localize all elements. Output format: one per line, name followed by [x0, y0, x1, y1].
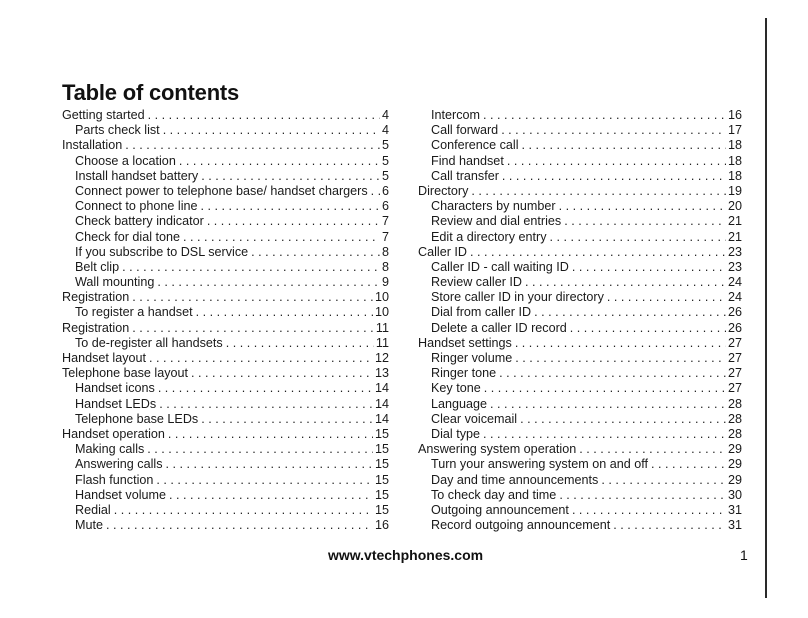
- toc-entry-title: Choose a location: [75, 153, 176, 168]
- toc-entry-page: 5: [381, 168, 389, 183]
- toc-entry-page: 27: [727, 381, 742, 396]
- toc-entry-title: Ringer tone: [431, 366, 497, 381]
- toc-entry[interactable]: [62, 473, 389, 488]
- toc-entry-page: 23: [727, 259, 742, 274]
- dot-leader: [119, 260, 380, 275]
- toc-entry[interactable]: [418, 381, 742, 396]
- toc-entry[interactable]: [62, 138, 389, 153]
- page-edge-rule: [765, 18, 767, 598]
- toc-entry-page: 14: [374, 381, 389, 396]
- toc-entry-title: If you subscribe to DSL service: [75, 244, 249, 259]
- toc-entry-page: 8: [381, 244, 389, 259]
- toc-entry-title: Answering system operation: [418, 442, 577, 457]
- toc-entry-title: Day and time announcements: [431, 472, 599, 487]
- toc-entry[interactable]: [418, 138, 742, 153]
- dot-leader: [129, 290, 373, 305]
- dot-leader: [496, 366, 726, 381]
- dot-leader: [129, 321, 374, 336]
- toc-entry[interactable]: [62, 442, 389, 457]
- toc-entry[interactable]: [418, 108, 742, 123]
- toc-entry-page: 31: [727, 518, 742, 533]
- toc-entry-title: Parts check list: [75, 123, 160, 138]
- toc-entry-page: 29: [727, 442, 742, 457]
- dot-leader: [556, 488, 726, 503]
- toc-entry-page: 5: [381, 138, 389, 153]
- dot-leader: [144, 442, 373, 457]
- toc-entry[interactable]: [62, 366, 389, 381]
- toc-entry[interactable]: [418, 305, 742, 320]
- toc-entry-page: 14: [374, 411, 389, 426]
- toc-entry-page: 19: [727, 183, 742, 198]
- toc-entry-title: Handset settings: [418, 335, 512, 350]
- dot-leader: [223, 336, 374, 351]
- dot-leader: [517, 412, 726, 427]
- dot-leader: [198, 199, 380, 214]
- toc-entry[interactable]: [62, 457, 389, 472]
- dot-leader: [248, 245, 380, 260]
- toc-entry[interactable]: [62, 199, 389, 214]
- dot-leader: [153, 473, 373, 488]
- toc-entry-page: 8: [381, 259, 389, 274]
- dot-leader: [519, 138, 726, 153]
- toc-entry[interactable]: [62, 427, 389, 442]
- toc-entry-page: 31: [727, 502, 742, 517]
- toc-entry[interactable]: [418, 397, 742, 412]
- toc-entry-page: 21: [727, 214, 742, 229]
- dot-leader: [561, 214, 726, 229]
- dot-leader: [155, 381, 373, 396]
- toc-entry[interactable]: [62, 397, 389, 412]
- toc-entry[interactable]: [62, 275, 389, 290]
- toc-entry[interactable]: [418, 366, 742, 381]
- toc-entry-title: Wall mounting: [75, 275, 155, 290]
- toc-entry-title: Intercom: [431, 108, 480, 122]
- dot-leader: [180, 230, 380, 245]
- toc-entry-title: Directory: [418, 183, 469, 198]
- dot-leader: [547, 230, 726, 245]
- toc-entry-title: Registration: [62, 320, 130, 335]
- toc-entry[interactable]: [62, 305, 389, 320]
- toc-entry-page: 4: [381, 123, 389, 138]
- dot-leader: [512, 336, 726, 351]
- toc-entry[interactable]: [418, 169, 742, 184]
- toc-entry-page: 27: [727, 366, 742, 381]
- toc-entry-title: Connect to phone line: [75, 199, 198, 214]
- toc-entry[interactable]: [62, 169, 389, 184]
- toc-entry-title: Call transfer: [431, 168, 499, 183]
- dot-leader: [166, 488, 373, 503]
- toc-entry[interactable]: [62, 260, 389, 275]
- toc-entry-title: Conference call: [431, 138, 519, 153]
- toc-entry[interactable]: [62, 154, 389, 169]
- toc-entry-page: 27: [727, 335, 742, 350]
- toc-entry[interactable]: [418, 199, 742, 214]
- toc-entry-page: 17: [727, 123, 742, 138]
- dot-leader: [531, 305, 726, 320]
- toc-entry-title: Outgoing announcement: [431, 502, 569, 517]
- toc-entry-title: Answering calls: [75, 457, 163, 472]
- dot-leader: [481, 381, 726, 396]
- toc-entry[interactable]: [418, 275, 742, 290]
- toc-entry-title: Review caller ID: [431, 275, 522, 290]
- dot-leader: [522, 275, 726, 290]
- toc-entry[interactable]: [62, 123, 389, 138]
- toc-entry[interactable]: [62, 290, 389, 305]
- footer-website-url[interactable]: www.vtechphones.com: [328, 547, 484, 563]
- dot-leader: [103, 518, 373, 533]
- toc-entry-title: Handset volume: [75, 487, 167, 502]
- dot-leader: [154, 275, 380, 290]
- toc-entry[interactable]: [62, 321, 389, 336]
- toc-entry-page: 24: [727, 275, 742, 290]
- toc-entry[interactable]: [418, 123, 742, 138]
- toc-entry[interactable]: [62, 351, 389, 366]
- dot-leader: [204, 214, 380, 229]
- toc-entry[interactable]: [418, 412, 742, 427]
- toc-entry[interactable]: [62, 381, 389, 396]
- toc-entry-title: Review and dial entries: [431, 214, 562, 229]
- toc-entry[interactable]: [418, 230, 742, 245]
- toc-entry-page: 10: [374, 290, 389, 305]
- toc-entry-page: 11: [375, 335, 389, 350]
- dot-leader: [487, 397, 726, 412]
- toc-entry-title: Install handset battery: [75, 168, 199, 183]
- toc-entry[interactable]: [418, 260, 742, 275]
- toc-entry-page: 20: [727, 199, 742, 214]
- toc-entry-page: 15: [374, 426, 389, 441]
- toc-entry-title: Dial type: [431, 426, 480, 441]
- toc-entry-page: 7: [381, 229, 389, 244]
- dot-leader: [504, 154, 726, 169]
- dot-leader: [498, 123, 726, 138]
- toc-entry-page: 29: [727, 457, 742, 472]
- toc-entry[interactable]: [62, 230, 389, 245]
- toc-entry[interactable]: [418, 442, 742, 457]
- toc-entry[interactable]: [62, 488, 389, 503]
- dot-leader: [569, 503, 726, 518]
- dot-leader: [648, 457, 726, 472]
- toc-entry-page: 5: [381, 153, 389, 168]
- toc-left-column: [62, 108, 389, 533]
- toc-entry[interactable]: [418, 184, 742, 199]
- toc-entry-title: Mute: [75, 518, 103, 533]
- dot-leader: [499, 169, 726, 184]
- toc-entry-page: 27: [727, 351, 742, 365]
- toc-entry[interactable]: [62, 184, 389, 199]
- toc-entry-title: Call forward: [431, 123, 499, 138]
- toc-entry[interactable]: [62, 245, 389, 260]
- dot-leader: [165, 427, 373, 442]
- toc-entry[interactable]: [62, 214, 389, 229]
- toc-entry-title: Caller ID: [418, 244, 467, 259]
- dot-leader: [480, 427, 726, 442]
- dot-leader: [188, 366, 373, 381]
- toc-entry-page: 18: [727, 168, 742, 183]
- toc-entry-page: 18: [727, 138, 742, 153]
- toc-entry[interactable]: [62, 108, 389, 123]
- dot-leader: [146, 351, 373, 366]
- toc-entry-page: 6: [381, 183, 389, 198]
- toc-entry-page: 14: [374, 396, 389, 411]
- toc-entry-page: 13: [374, 366, 389, 381]
- toc-entry-page: 29: [727, 472, 742, 487]
- dot-leader: [193, 305, 373, 320]
- dot-leader: [163, 457, 373, 472]
- toc-entry-page: 15: [374, 502, 389, 517]
- toc-entry-title: Check for dial tone: [75, 229, 181, 244]
- toc-entry-title: Store caller ID in your directory: [431, 290, 604, 305]
- toc-entry-title: Characters by number: [431, 199, 556, 214]
- toc-entry-title: Edit a directory entry: [431, 229, 547, 244]
- toc-entry-title: Dial from caller ID: [431, 305, 532, 320]
- toc-entry-page: 26: [727, 305, 742, 320]
- toc-entry-title: Handset layout: [62, 351, 147, 365]
- toc-entry-title: To de-register all handsets: [75, 335, 223, 350]
- dot-leader: [480, 108, 726, 123]
- toc-entry-title: Record outgoing announcement: [431, 518, 611, 533]
- dot-leader: [512, 351, 726, 366]
- toc-entry-page: 15: [374, 472, 389, 487]
- toc-entry-title: Ringer volume: [431, 351, 513, 365]
- toc-entry-title: Making calls: [75, 442, 145, 457]
- toc-entry-title: Check battery indicator: [75, 214, 204, 229]
- dot-leader: [111, 503, 373, 518]
- dot-leader: [467, 245, 726, 260]
- dot-leader: [598, 473, 726, 488]
- toc-entry-title: Caller ID - call waiting ID: [431, 259, 569, 274]
- toc-entry-page: 16: [374, 518, 389, 533]
- toc-entry-page: 15: [374, 487, 389, 502]
- toc-entry[interactable]: [418, 457, 742, 472]
- toc-entry[interactable]: [418, 290, 742, 305]
- dot-leader: [556, 199, 726, 214]
- dot-leader: [198, 169, 380, 184]
- toc-entry[interactable]: [418, 518, 742, 533]
- toc-entry-page: 12: [374, 351, 389, 365]
- toc-entry-page: 7: [381, 214, 389, 229]
- dot-leader: [160, 123, 380, 138]
- dot-leader: [610, 518, 726, 533]
- toc-entry-page: 30: [727, 487, 742, 502]
- dot-leader: [569, 260, 726, 275]
- toc-entry-title: Getting started: [62, 108, 145, 122]
- dot-leader: [604, 290, 726, 305]
- toc-entry-page: 28: [727, 396, 742, 411]
- toc-entry-title: Redial: [75, 502, 111, 517]
- toc-entry-page: 23: [727, 244, 742, 259]
- toc-entry[interactable]: [418, 351, 742, 366]
- dot-leader: [198, 412, 373, 427]
- toc-entry-title: To register a handset: [75, 305, 193, 320]
- toc-entry-page: 26: [727, 320, 742, 335]
- toc-entry-title: Installation: [62, 138, 123, 153]
- toc-entry-page: 9: [381, 275, 389, 290]
- toc-entry-page: 28: [727, 426, 742, 441]
- toc-entry[interactable]: [418, 321, 742, 336]
- page-title: Table of contents: [62, 80, 240, 105]
- toc-entry[interactable]: [418, 245, 742, 260]
- toc-entry-title: Belt clip: [75, 259, 120, 274]
- toc-entry[interactable]: [62, 412, 389, 427]
- dot-leader: [176, 154, 380, 169]
- toc-entry-title: Telephone base layout: [62, 366, 189, 381]
- toc-entry[interactable]: [418, 214, 742, 229]
- toc-entry-title: Turn your answering system on and off: [431, 457, 649, 472]
- toc-entry-title: Handset operation: [62, 426, 165, 441]
- toc-entry-page: 28: [727, 411, 742, 426]
- toc-entry-page: 11: [375, 320, 389, 335]
- toc-entry[interactable]: [418, 488, 742, 503]
- toc-entry-title: Key tone: [431, 381, 481, 396]
- toc-entry-page: 24: [727, 290, 742, 305]
- toc-entry-title: Find handset: [431, 153, 504, 168]
- toc-entry[interactable]: [62, 336, 389, 351]
- dot-leader: [122, 138, 380, 153]
- toc-entry[interactable]: [418, 336, 742, 351]
- toc-entry-title: Flash function: [75, 472, 154, 487]
- toc-entry[interactable]: [418, 154, 742, 169]
- toc-entry[interactable]: [62, 503, 389, 518]
- dot-leader: [368, 184, 380, 199]
- footer-page-number: 1: [740, 547, 748, 563]
- toc-entry-title: Registration: [62, 290, 130, 305]
- toc-entry-title: Connect power to telephone base/ handset chargers: [75, 183, 368, 198]
- toc-entry[interactable]: [418, 473, 742, 488]
- dot-leader: [156, 397, 373, 412]
- dot-leader: [468, 184, 726, 199]
- dot-leader: [145, 108, 380, 123]
- toc-entry-page: 10: [374, 305, 389, 320]
- toc-entry[interactable]: [62, 518, 389, 533]
- dot-leader: [567, 321, 726, 336]
- toc-entry-page: 15: [374, 457, 389, 472]
- toc-entry-page: 18: [727, 153, 742, 168]
- toc-entry-page: 4: [381, 108, 389, 122]
- toc-entry[interactable]: [418, 503, 742, 518]
- toc-entry-page: 15: [374, 442, 389, 457]
- toc-entry-title: To check day and time: [431, 487, 557, 502]
- toc-entry-page: 6: [381, 199, 389, 214]
- toc-entry-page: 21: [727, 229, 742, 244]
- toc-entry-page: 16: [727, 108, 742, 122]
- toc-entry-title: Handset LEDs: [75, 396, 157, 411]
- toc-entry-title: Delete a caller ID record: [431, 320, 567, 335]
- toc-entry-title: Telephone base LEDs: [75, 411, 199, 426]
- toc-entry-title: Handset icons: [75, 381, 155, 396]
- toc-entry-title: Clear voicemail: [431, 411, 518, 426]
- toc-entry[interactable]: [418, 427, 742, 442]
- dot-leader: [576, 442, 726, 457]
- toc-entry-title: Language: [431, 396, 488, 411]
- toc-right-column: [418, 108, 742, 533]
